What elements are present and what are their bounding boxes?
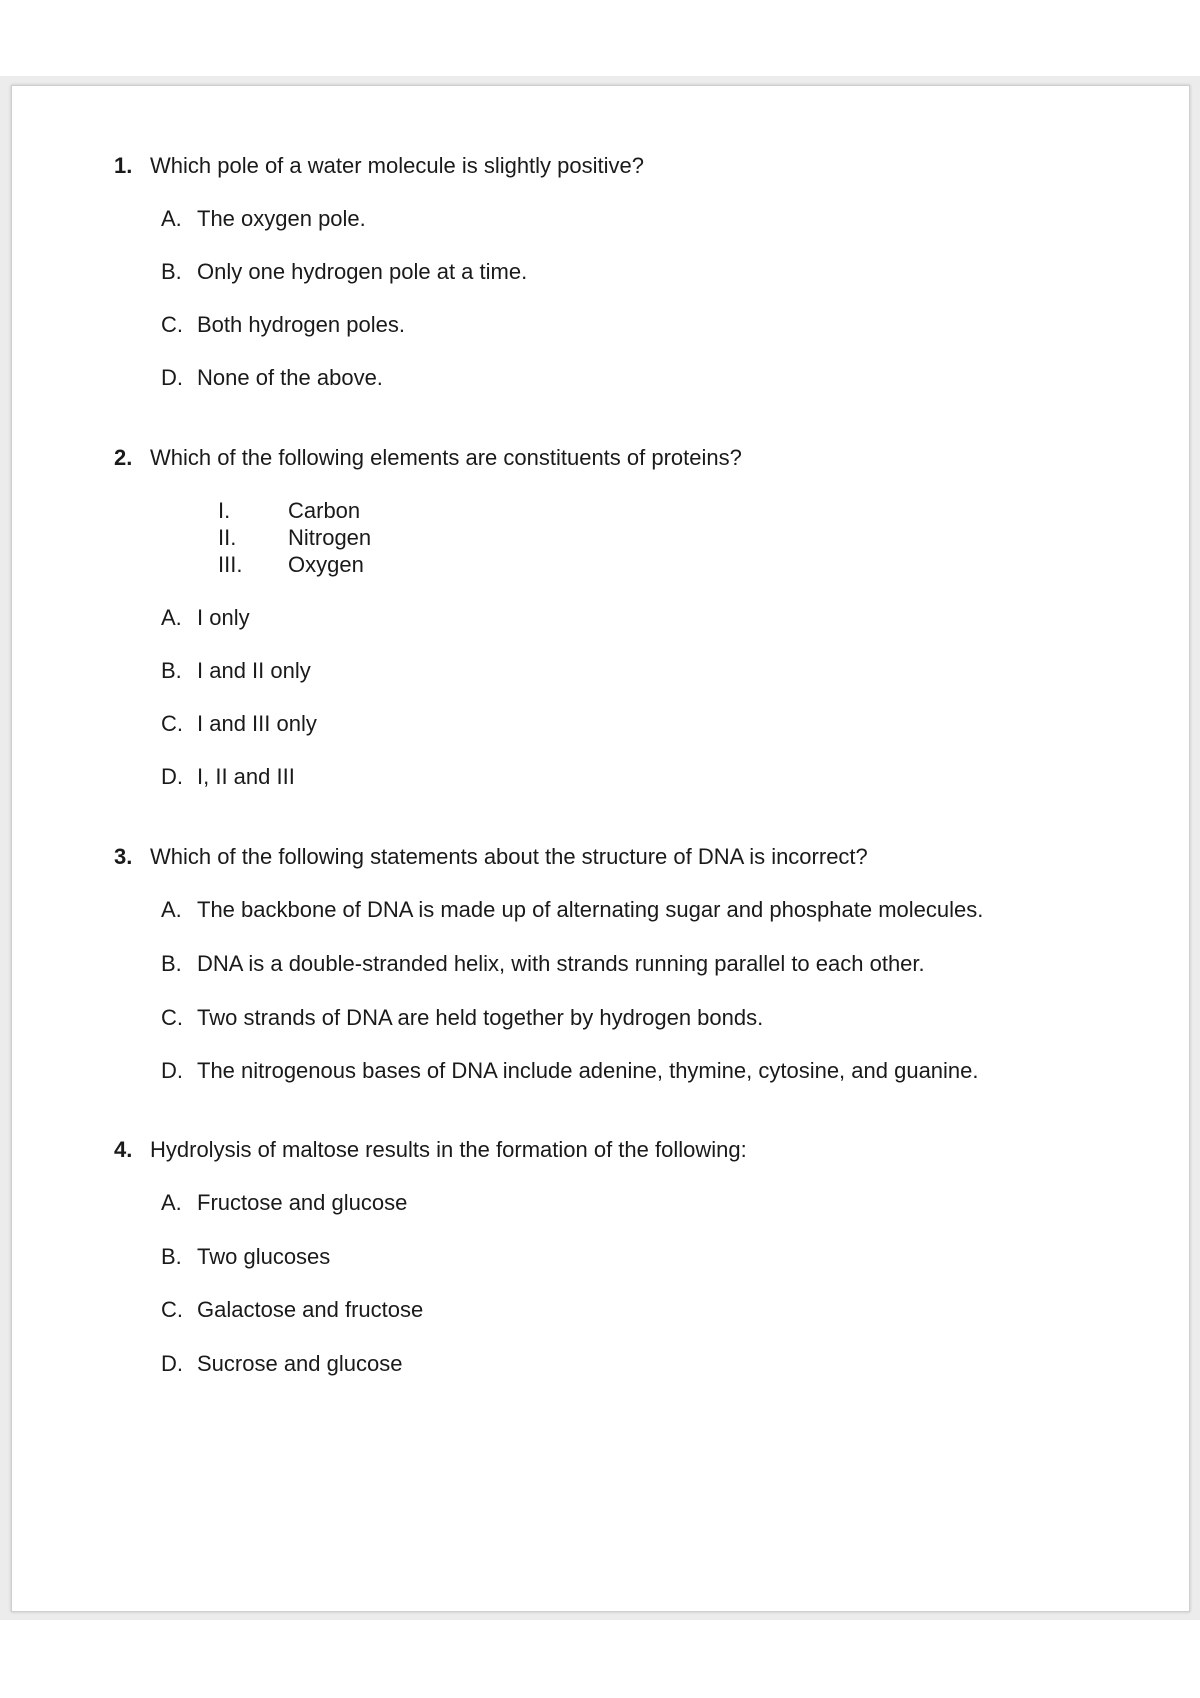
- option-text: Galactose and fructose: [197, 1297, 424, 1322]
- option-letter: D.: [161, 365, 183, 390]
- roman-item-2: [218, 525, 371, 551]
- option-text: Fructose and glucose: [197, 1190, 408, 1215]
- roman-numeral: II.: [218, 525, 237, 550]
- question-4-option-d: [161, 1351, 402, 1377]
- option-text: The nitrogenous bases of DNA include adenine, thymine, cytosine, and guanine.: [197, 1058, 979, 1083]
- question-2-option-a: [161, 605, 250, 631]
- option-text: I and II only: [197, 658, 311, 683]
- option-letter: A.: [161, 1190, 182, 1215]
- question-text: Which of the following elements are constituents of proteins?: [150, 445, 742, 470]
- option-text: The oxygen pole.: [197, 206, 366, 231]
- option-text: None of the above.: [197, 365, 383, 390]
- question-text: Which of the following statements about the structure of DNA is incorrect?: [150, 844, 868, 869]
- question-number: 1.: [114, 153, 133, 178]
- option-letter: B.: [161, 1244, 182, 1269]
- option-text: Only one hydrogen pole at a time.: [197, 259, 528, 284]
- option-text: Sucrose and glucose: [197, 1351, 403, 1376]
- option-text: Two glucoses: [197, 1244, 331, 1269]
- option-letter: A.: [161, 206, 182, 231]
- question-4-option-c: [161, 1297, 423, 1323]
- question-2: [114, 445, 742, 471]
- option-letter: D.: [161, 764, 183, 789]
- option-letter: B.: [161, 951, 182, 976]
- roman-item-1: [218, 498, 360, 524]
- question-3: [114, 844, 868, 870]
- question-text: Which pole of a water molecule is slightly positive?: [150, 153, 645, 178]
- question-4-option-b: [161, 1244, 330, 1270]
- roman-numeral: III.: [218, 552, 243, 577]
- option-letter: C.: [161, 1297, 183, 1322]
- question-1-option-c: [161, 312, 405, 338]
- roman-item-text: Carbon: [288, 498, 361, 523]
- question-3-option-a: [161, 897, 983, 923]
- question-text: Hydrolysis of maltose results in the formation of the following:: [150, 1137, 747, 1162]
- question-3-option-c: [161, 1005, 763, 1031]
- option-letter: D.: [161, 1351, 183, 1376]
- option-letter: A.: [161, 605, 182, 630]
- question-1-option-b: [161, 259, 527, 285]
- option-text: DNA is a double-stranded helix, with strands running parallel to each other.: [197, 951, 925, 976]
- question-4-option-a: [161, 1190, 407, 1216]
- question-2-option-c: [161, 711, 317, 737]
- option-text: I only: [197, 605, 250, 630]
- roman-item-text: Oxygen: [288, 552, 364, 577]
- option-text: The backbone of DNA is made up of alternating sugar and phosphate molecules.: [197, 897, 984, 922]
- roman-item-text: Nitrogen: [288, 525, 372, 550]
- question-1: [114, 153, 644, 179]
- question-4: [114, 1137, 747, 1163]
- option-letter: C.: [161, 1005, 183, 1030]
- question-2-option-b: [161, 658, 311, 684]
- option-text: I, II and III: [197, 764, 295, 789]
- question-2-option-d: [161, 764, 295, 790]
- option-letter: C.: [161, 312, 183, 337]
- option-letter: B.: [161, 658, 182, 683]
- question-1-option-a: [161, 206, 366, 232]
- question-1-option-d: [161, 365, 383, 391]
- question-3-option-b: [161, 951, 925, 977]
- question-number: 2.: [114, 445, 133, 470]
- question-number: 3.: [114, 844, 133, 869]
- roman-numeral: I.: [218, 498, 231, 523]
- roman-item-3: [218, 552, 364, 578]
- option-text: Two strands of DNA are held together by hydrogen bonds.: [197, 1005, 764, 1030]
- option-letter: B.: [161, 259, 182, 284]
- option-letter: D.: [161, 1058, 183, 1083]
- question-3-option-d: [161, 1058, 979, 1084]
- option-text: Both hydrogen poles.: [197, 312, 405, 337]
- option-letter: C.: [161, 711, 183, 736]
- option-letter: A.: [161, 897, 182, 922]
- option-text: I and III only: [197, 711, 317, 736]
- question-number: 4.: [114, 1137, 133, 1162]
